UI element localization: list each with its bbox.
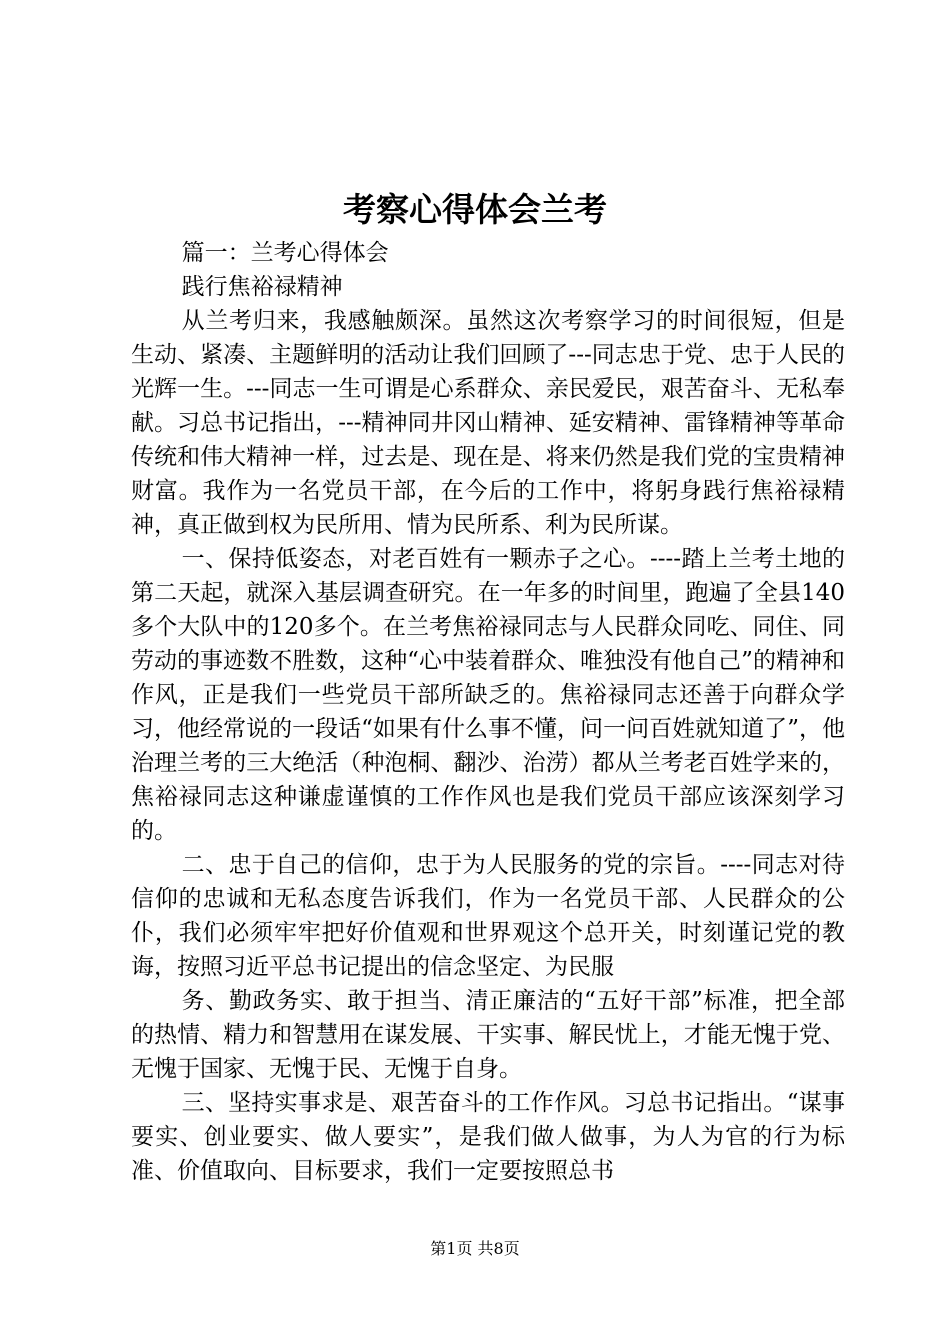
body-paragraph: 一、保持低姿态，对老百姓有一颗赤子之心。----踏上兰考土地的第二天起，就深入基层调查研究。在一年多的时间里，跑遍了全县140多个大队中的120多个。在兰考焦裕禄同志与人民群众同吃、同住、同劳动的事迹数不胜数，这种“心中装着群众、唯独没有他自己”的精神和作风，正是我们一些党员干部所缺乏的。焦裕禄同志还善于向群众学习，他经常说的一段话“如果有什么事不懂，问一问百姓就知道了”，他治理兰考的三大绝活（种泡桐、翻沙、治涝）都从兰考老百姓学来的，焦裕禄同志这种谦虚谨慎的工作作风也是我们党员干部应该深刻学习的。 [131, 546, 845, 844]
body-paragraph: 务、勤政务实、敢于担当、清正廉洁的“五好干部”标准，把全部的热情、精力和智慧用在谋发展、干实事、解民忧上，才能无愧于党、无愧于国家、无愧于民、无愧于自身。 [131, 988, 845, 1082]
page-footer: 第1页 共8页 [430, 1239, 520, 1258]
section-subtitle: 践行焦裕禄精神 [181, 274, 343, 300]
body-paragraph: 三、坚持实事求是、艰苦奋斗的工作作风。习总书记指出。“谋事要实、创业要实、做人要实”，是我们做人做事，为人为官的行为标准、价值取向、目标要求，我们一定要按照总书 [131, 1090, 845, 1184]
document-body [131, 236, 845, 1188]
body-paragraph: 二、忠于自己的信仰，忠于为人民服务的党的宗旨。----同志对待信仰的忠诚和无私态度告诉我们，作为一名党员干部、人民群众的公仆，我们必须牢牢把好价值观和世界观这个总开关，时刻谨记党的教诲，按照习近平总书记提出的信念坚定、为民服 [131, 852, 845, 980]
section-heading: 篇一：兰考心得体会 [181, 240, 389, 266]
document-title: 考察心得体会兰考 [343, 190, 607, 229]
body-paragraph: 从兰考归来，我感触颇深。虽然这次考察学习的时间很短，但是生动、紧凑、主题鲜明的活动让我们回顾了---同志忠于党、忠于人民的光辉一生。---同志一生可谓是心系群众、亲民爱民，艰苦奋斗、无私奉献。习总书记指出，---精神同井冈山精神、延安精神、雷锋精神等革命传统和伟大精神一样，过去是、现在是、将来仍然是我们党的宝贵精神财富。我作为一名党员干部，在今后的工作中，将躬身践行焦裕禄精神，真正做到权为民所用、情为民所系、利为民所谋。 [131, 308, 845, 538]
